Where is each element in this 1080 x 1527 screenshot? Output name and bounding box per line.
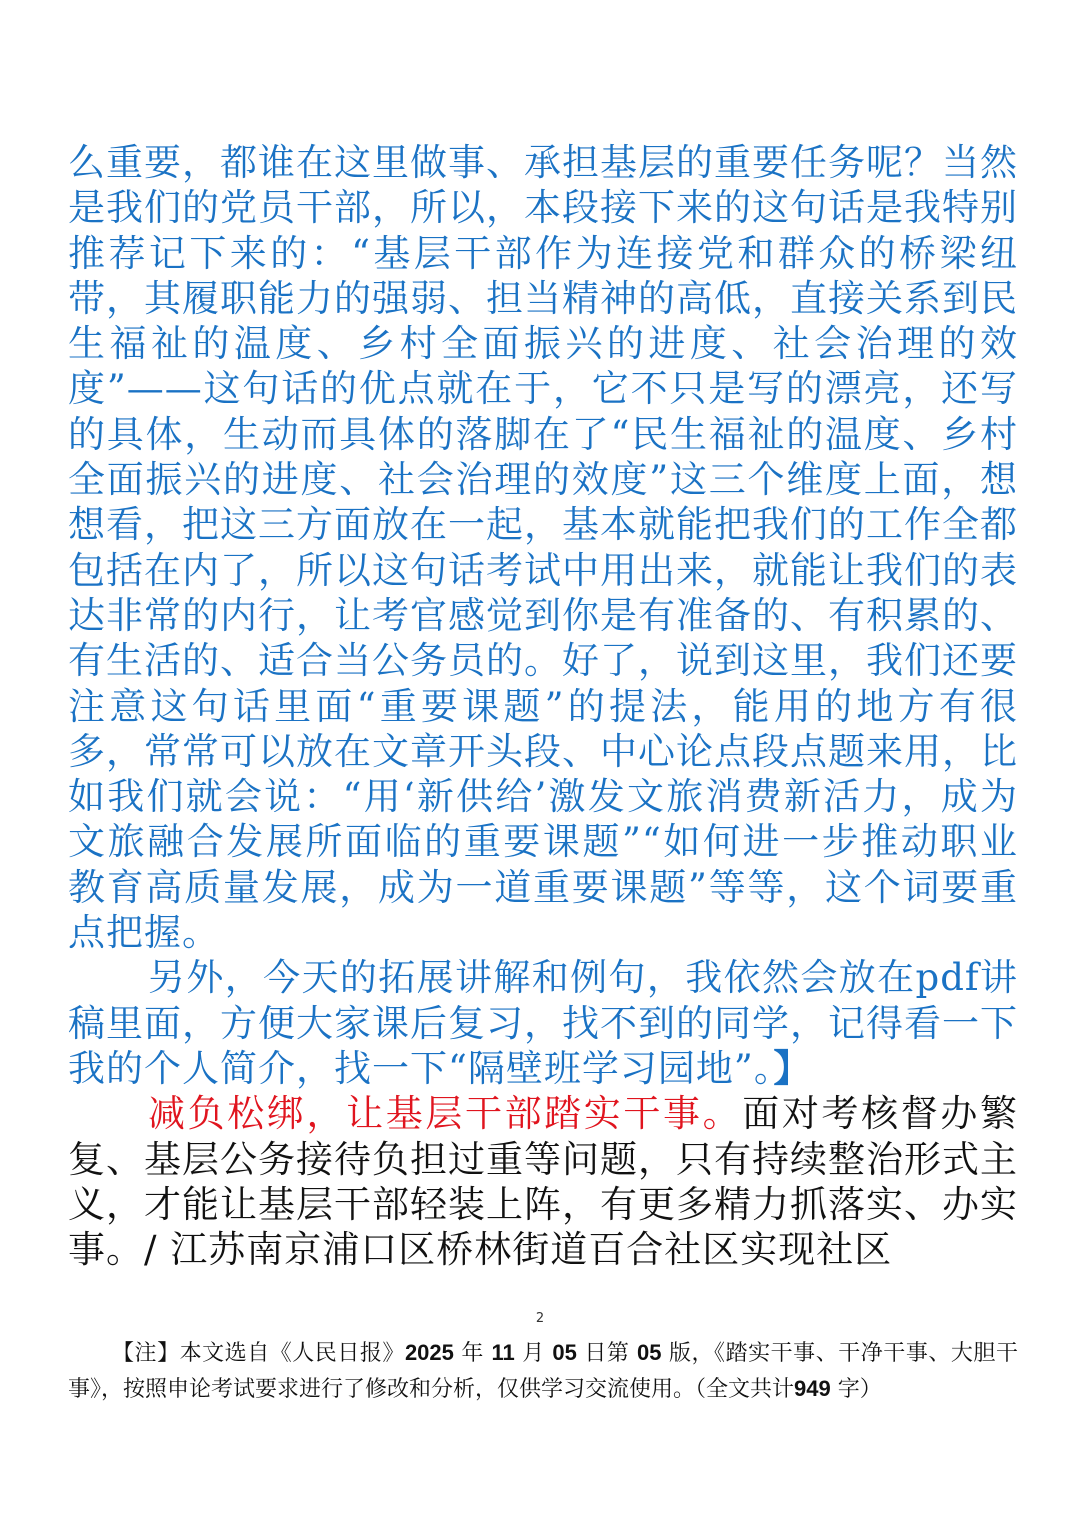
note-month: 11	[491, 1340, 515, 1365]
article-paragraph	[68, 1091, 1018, 1272]
note-year: 2025	[404, 1340, 454, 1365]
note-t2: 月	[514, 1341, 553, 1366]
commentary-paragraph	[68, 140, 1018, 955]
source-note	[68, 1335, 1018, 1407]
section-heading: 减负松绑，让基层干部踏实干事。	[148, 1092, 743, 1136]
article-body	[68, 140, 1018, 1272]
note-t4: 版，《踏实干事、干净干事、大胆干事》，按照申论考试要求进行了修改和分析，仅供学习交流使用。（全文共计	[68, 1341, 1018, 1402]
commentary-text: 么重要，都谁在这里做事、承担基层的重要任务呢？当然是我们的党员干部，所以，本段接下来的这句话是我特别推荐记下来的：“基层干部作为连接党和群众的桥梁纽带，其履职能力的强弱、担当精神的高低，直接关系到民生福祉的温度、乡村全面振兴的进度、社会治理的效度”——这句话的优点就在于，它不只是写的漂亮，还写的具体，生动而具体的落脚在了“民生福祉的温度、乡村全面振兴的进度、社会治理的效度”这三个维度上面，想想看，把这三方面放在一起，基本就能把我们的工作全都包括在内了，所以这句话考试中用出来，就能让我们的表达非常的内行，让考官感觉到你是有准备的、有积累的、有生活的、适合当公务员的。好了，说到这里，我们还要注意这句话里面“重要课题”的提法，能用的地方有很多，常常可以放在文章开头段、中心论点段点题来用，比如我们就会说：“用‘新供给’激发文旅消费新活力，成为文旅融合发展所面临的重要课题”“如何进一步推动职业教育高质量发展，成为一道重要课题”等等，这个词要重点把握。	[68, 141, 1018, 955]
note-day: 05	[552, 1340, 577, 1365]
note-t3: 日第	[576, 1341, 637, 1366]
commentary-closing-text: 另外，今天的拓展讲解和例句，我依然会放在pdf讲稿里面，方便大家课后复习，找不到的同学，记得看一下我的个人简介，找一下“隔壁班学习园地”。	[68, 956, 1018, 1090]
note-t1: 年	[453, 1341, 492, 1366]
note-suffix: 字）	[830, 1377, 882, 1402]
article-text: 面对考核督办繁复、基层公务接待负担过重等问题，只有持续整治形式主义，才能让基层干部轻装上阵，有更多精力抓落实、办实事。/ 江苏南京浦口区桥林街道百合社区实现社区	[68, 1092, 1019, 1272]
closing-bracket: 】	[773, 1045, 812, 1090]
note-prefix: 【注】本文选自《人民日报》	[112, 1341, 405, 1366]
note-edition: 05	[636, 1340, 662, 1365]
commentary-closing-paragraph	[68, 955, 1018, 1091]
note-count: 949	[794, 1376, 831, 1401]
page-number: 2	[535, 1311, 545, 1326]
